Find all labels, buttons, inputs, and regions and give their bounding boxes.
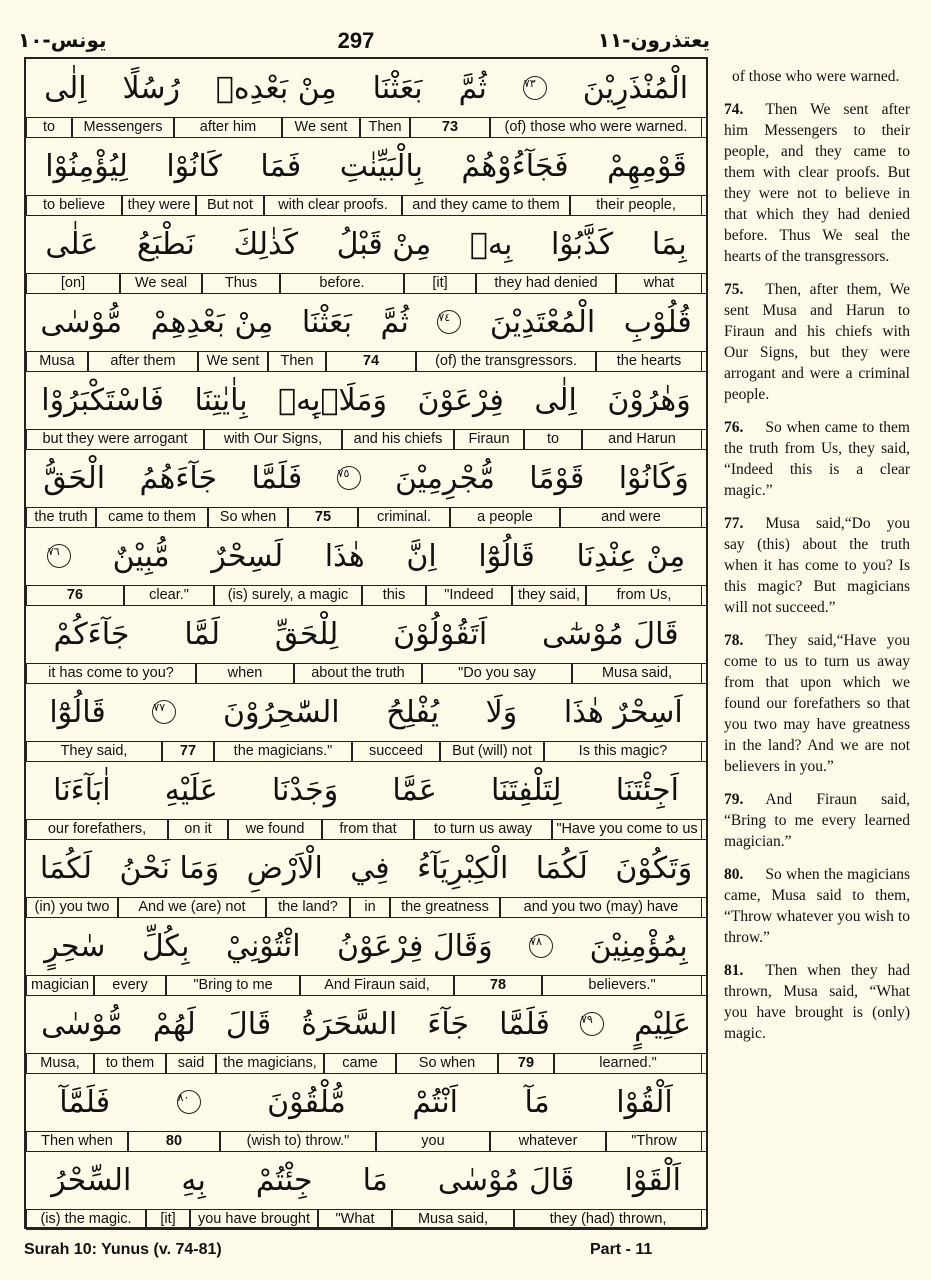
verse-end-marker: ٧٩ bbox=[580, 1012, 604, 1036]
word-translation-cell: Musa said, bbox=[392, 1210, 514, 1229]
arabic-word: بِكُلِّ bbox=[141, 928, 190, 964]
arabic-word: مَآ bbox=[524, 1084, 550, 1120]
word-translation-cell: the truth bbox=[26, 508, 96, 527]
arabic-word: مُّبِيْنٌ bbox=[112, 538, 170, 574]
arabic-word: عَمَّا bbox=[392, 772, 437, 808]
verse-end-marker: ٧٥ bbox=[337, 466, 361, 490]
arabic-line bbox=[26, 683, 706, 741]
word-translation-cell: to bbox=[524, 430, 582, 449]
word-translation-cell: magician bbox=[26, 976, 94, 995]
translation-cells bbox=[26, 897, 706, 918]
arabic-word: فَجَآءُوْهُمْ bbox=[461, 148, 569, 184]
verse-row bbox=[26, 1073, 706, 1151]
word-translation-cell: to them bbox=[94, 1054, 166, 1073]
translation-cells bbox=[26, 585, 706, 606]
word-translation-cell: our forefathers, bbox=[26, 820, 168, 839]
word-translation-cell: [on] bbox=[26, 274, 120, 293]
arabic-word: بِالْبَيِّنٰتِ bbox=[339, 148, 423, 184]
word-translation-cell: and Harun bbox=[582, 430, 702, 449]
arabic-word: فَلَمَّآ bbox=[59, 1084, 111, 1120]
word-translation-cell: (is) the magic. bbox=[26, 1210, 146, 1229]
verse-translation bbox=[724, 864, 910, 948]
verse-number: 80. bbox=[724, 866, 744, 883]
word-translation-cell: "Throw bbox=[606, 1132, 702, 1151]
arabic-word: بِمُؤْمِنِيْنَ bbox=[589, 928, 688, 964]
arabic-word: وَهٰرُوْنَ bbox=[607, 382, 691, 418]
word-translation-cell: they had denied bbox=[476, 274, 616, 293]
arabic-word: اَلْقُوْا bbox=[616, 1084, 673, 1120]
arabic-line bbox=[26, 839, 706, 897]
arabic-word: بَعَثْنَا bbox=[372, 70, 423, 106]
word-translation-cell: they (had) thrown, bbox=[514, 1210, 702, 1229]
arabic-word: لِلْحَقِّ bbox=[274, 616, 339, 652]
word-translation-cell: (of) the transgressors. bbox=[416, 352, 596, 371]
arabic-word: قَوْمِهِمْ bbox=[607, 148, 687, 184]
translation-cells bbox=[26, 1131, 706, 1152]
arabic-word: لَمَّا bbox=[184, 616, 220, 652]
arabic-line bbox=[26, 761, 706, 819]
arabic-word: جَآءَكُمْ bbox=[53, 616, 130, 652]
word-translation-cell: and they came to them bbox=[402, 196, 570, 215]
word-translation-cell: with clear proofs. bbox=[264, 196, 402, 215]
arabic-line bbox=[26, 605, 706, 663]
arabic-line bbox=[26, 137, 706, 195]
word-translation-cell: (of) those who were warned. bbox=[490, 118, 702, 137]
arabic-word: مِنْ عِنْدِنَا bbox=[576, 538, 686, 574]
word-translation-cell: Thus bbox=[202, 274, 280, 293]
word-translation-cell: Then bbox=[268, 352, 326, 371]
arabic-word: عَلٰى bbox=[45, 226, 99, 262]
arabic-word: اٰبَآءَنَا bbox=[53, 772, 111, 808]
arabic-word: الْاَرْضِ bbox=[246, 850, 323, 886]
arabic-line bbox=[26, 1151, 706, 1209]
verse-number: 78. bbox=[724, 632, 744, 649]
word-translation-cell: the hearts bbox=[596, 352, 702, 371]
word-translation-cell: 79 bbox=[498, 1054, 554, 1073]
arabic-word: اِنَّ bbox=[406, 538, 437, 574]
arabic-line bbox=[26, 527, 706, 585]
arabic-word: مَا bbox=[362, 1162, 388, 1198]
arabic-word: لَكُمَا bbox=[39, 850, 93, 886]
arabic-word: مُّوْسٰى bbox=[41, 1006, 123, 1042]
word-translation-cell: "Bring to me bbox=[166, 976, 300, 995]
verse-end-marker: ٧٤ bbox=[437, 310, 461, 334]
word-translation-cell: "Indeed bbox=[426, 586, 512, 605]
arabic-line bbox=[26, 1073, 706, 1131]
word-translation-cell: 73 bbox=[410, 118, 490, 137]
verse-text: So when came to them the truth from Us, they said, “Indeed this is a clear magic.” bbox=[724, 419, 910, 499]
arabic-word: مُّلْقُوْنَ bbox=[267, 1084, 346, 1120]
word-translation-cell: said bbox=[166, 1054, 216, 1073]
word-translation-cell: whatever bbox=[490, 1132, 606, 1151]
word-translation-cell: But (will) not bbox=[440, 742, 544, 761]
arabic-word: جَآءَهُمُ bbox=[139, 460, 218, 496]
verse-row bbox=[26, 449, 706, 527]
word-translation-cell: after them bbox=[88, 352, 198, 371]
arabic-word: لَهُمْ bbox=[152, 1006, 196, 1042]
arabic-word: ائْتُوْنِيْ bbox=[225, 928, 301, 964]
word-translation-cell: [it] bbox=[404, 274, 476, 293]
word-translation-cell: the magicians." bbox=[214, 742, 352, 761]
word-translation-cell: 77 bbox=[162, 742, 214, 761]
word-translation-cell: and his chiefs bbox=[342, 430, 454, 449]
page-number: 297 bbox=[337, 28, 375, 53]
arabic-word: مِنْ بَعْدِهٖ bbox=[215, 70, 337, 106]
word-translation-cell: and you two (may) have bbox=[500, 898, 702, 917]
verse-translation bbox=[724, 66, 910, 87]
word-translation-cell: [it] bbox=[146, 1210, 190, 1229]
verse-row bbox=[26, 839, 706, 917]
arabic-word: اَتَقُوْلُوْنَ bbox=[393, 616, 488, 652]
word-translation-cell: before. bbox=[280, 274, 404, 293]
arabic-word: لَسِحْرٌ bbox=[211, 538, 284, 574]
arabic-word: مِنْ بَعْدِهِمْ bbox=[150, 304, 274, 340]
arabic-word: قَالَ bbox=[225, 1006, 272, 1042]
arabic-word: سٰحِرٍ bbox=[44, 928, 106, 964]
arabic-line bbox=[26, 449, 706, 507]
word-translation-cell: Firaun bbox=[454, 430, 524, 449]
word-translation-cell: this bbox=[362, 586, 426, 605]
word-translation-cell: And Firaun said, bbox=[300, 976, 454, 995]
arabic-word: مُّوْسٰى bbox=[40, 304, 123, 340]
arabic-word: لِيُؤْمِنُوْا bbox=[45, 148, 128, 184]
verse-text: of those who were warned. bbox=[732, 68, 900, 85]
verse-row bbox=[26, 917, 706, 995]
arabic-word: الْحَقُّ bbox=[43, 460, 106, 496]
word-translation-cell: and were bbox=[560, 508, 702, 527]
verse-row bbox=[26, 293, 706, 371]
verse-number: 81. bbox=[724, 962, 744, 979]
arabic-word: عَلَيْهِ bbox=[164, 772, 218, 808]
word-translation-cell: a people bbox=[450, 508, 560, 527]
verse-end-marker: ٧٣ bbox=[523, 76, 547, 100]
word-translation-cell: to turn us away bbox=[414, 820, 552, 839]
verse-text: Then We sent after him Messengers to their people, and they came to them with clear proofs. But they were not to believe in that which they had denied before. Thus We seal the hearts of the transgressors. bbox=[724, 101, 910, 265]
word-translation-cell: Musa said, bbox=[572, 664, 702, 683]
word-translation-cell: succeed bbox=[352, 742, 440, 761]
verse-row bbox=[26, 137, 706, 215]
arabic-word: اَنْتُمْ bbox=[412, 1084, 459, 1120]
arabic-word: الْمُنْذَرِيْنَ bbox=[582, 70, 689, 106]
word-translation-cell: We sent bbox=[198, 352, 268, 371]
verse-number: 74. bbox=[724, 101, 744, 118]
arabic-word: وَكَانُوْا bbox=[618, 460, 689, 496]
arabic-word: السَّحَرَةُ bbox=[301, 1006, 398, 1042]
verse-translation bbox=[724, 630, 910, 777]
arabic-word: كَذَّبُوْا bbox=[550, 226, 614, 262]
word-translation-cell: it has come to you? bbox=[26, 664, 196, 683]
word-translation-cell: We sent bbox=[282, 118, 360, 137]
translation-cells bbox=[26, 507, 706, 528]
translation-cells bbox=[26, 1053, 706, 1074]
word-translation-cell: to believe bbox=[26, 196, 122, 215]
arabic-word: وَتَكُوْنَ bbox=[615, 850, 693, 886]
arabic-word: السِّحْرُ bbox=[51, 1162, 132, 1198]
word-translation-cell: in bbox=[350, 898, 390, 917]
verse-text: And Firaun said, “Bring to me every learned magician.” bbox=[724, 791, 910, 850]
verse-text: Then when they had thrown, Musa said, “What you have brought is (only) magic. bbox=[724, 962, 910, 1042]
verse-end-marker: ٧٦ bbox=[47, 544, 71, 568]
word-translation-cell: from Us, bbox=[586, 586, 702, 605]
surah-footer: Surah 10: Yunus (v. 74-81) bbox=[24, 1241, 222, 1258]
arabic-word: وَمَا نَحْنُ bbox=[119, 850, 220, 886]
verse-row bbox=[26, 605, 706, 683]
word-translation-cell: they said, bbox=[512, 586, 586, 605]
arabic-word: رُسُلًا bbox=[122, 70, 180, 106]
arabic-word: قَالَ مُوْسٰى bbox=[437, 1162, 575, 1198]
verse-translation bbox=[724, 960, 910, 1044]
arabic-word: السّٰحِرُوْنَ bbox=[222, 694, 340, 730]
translation-cells bbox=[26, 429, 706, 450]
arabic-line bbox=[26, 995, 706, 1053]
arabic-word: بَعَثْنَا bbox=[301, 304, 352, 340]
translation-cells bbox=[26, 1209, 706, 1230]
arabic-word: لَكُمَا bbox=[535, 850, 588, 886]
word-translation-cell: with Our Signs, bbox=[204, 430, 342, 449]
verse-number: 76. bbox=[724, 419, 744, 436]
arabic-word: لِتَلْفِتَنَا bbox=[490, 772, 562, 808]
word-by-word-grid bbox=[24, 57, 708, 1229]
verse-row bbox=[26, 215, 706, 293]
word-translation-cell: Musa bbox=[26, 352, 88, 371]
arabic-word: اَلْقَوْا bbox=[624, 1162, 681, 1198]
arabic-word: قَالُوْٓا bbox=[478, 538, 535, 574]
verse-text: They said,“Have you come to us to turn us away from that upon which we found our forefathers so that you two may have greatness in the land? And we are not believers in you.” bbox=[724, 632, 910, 775]
word-translation-cell: "What bbox=[318, 1210, 392, 1229]
word-translation-cell: came bbox=[324, 1054, 396, 1073]
verse-row bbox=[26, 59, 706, 137]
verse-text: Musa said,“Do you say (this) about the truth when it has come to you? Is this magic? But magicians will not succeed.” bbox=[724, 515, 910, 616]
verse-row bbox=[26, 371, 706, 449]
verse-text: So when the magicians came, Musa said to them, “Throw whatever you wish to throw.” bbox=[724, 866, 910, 946]
word-translation-cell: So when bbox=[208, 508, 288, 527]
arabic-word: جَآءَ bbox=[427, 1006, 470, 1042]
arabic-word: فَلَمَّا bbox=[499, 1006, 550, 1042]
verse-translation bbox=[724, 789, 910, 852]
word-translation-cell: 75 bbox=[288, 508, 358, 527]
verse-end-marker: ٧٧ bbox=[152, 700, 176, 724]
translation-cells bbox=[26, 975, 706, 996]
verse-end-marker: ٨٠ bbox=[177, 1090, 201, 1114]
arabic-line bbox=[26, 917, 706, 975]
verse-translation bbox=[724, 279, 910, 405]
arabic-word: الْمُعْتَدِيْنَ bbox=[489, 304, 596, 340]
word-translation-cell: "Do you say bbox=[422, 664, 572, 683]
word-translation-cell: the magicians, bbox=[216, 1054, 324, 1073]
arabic-line bbox=[26, 59, 706, 117]
word-translation-cell: after him bbox=[174, 118, 282, 137]
verse-number: 75. bbox=[724, 281, 744, 298]
word-translation-cell: criminal. bbox=[358, 508, 450, 527]
arabic-line bbox=[26, 371, 706, 429]
word-translation-cell: they were bbox=[122, 196, 196, 215]
word-translation-cell: And we (are) not bbox=[118, 898, 266, 917]
word-translation-cell: the land? bbox=[266, 898, 350, 917]
arabic-word: وَمَلَا۟ىِٕهٖ bbox=[278, 382, 387, 418]
arabic-word: بِمَا bbox=[651, 226, 687, 262]
word-translation-cell: (wish to) throw." bbox=[220, 1132, 376, 1151]
word-translation-cell: Then when bbox=[26, 1132, 128, 1151]
arabic-word: الْكِبْرِيَآءُ bbox=[417, 850, 509, 886]
arabic-word: ثُمَّ bbox=[380, 304, 409, 340]
word-translation-cell: you have brought bbox=[190, 1210, 318, 1229]
verse-row bbox=[26, 1151, 706, 1229]
word-translation-cell: Messengers bbox=[72, 118, 174, 137]
word-translation-cell: But not bbox=[196, 196, 264, 215]
word-translation-cell: but they were arrogant bbox=[26, 430, 204, 449]
word-translation-cell: on it bbox=[168, 820, 228, 839]
arabic-word: مُّجْرِمِيْنَ bbox=[394, 460, 495, 496]
arabic-word: جِئْتُمْ bbox=[255, 1162, 313, 1198]
word-translation-cell: So when bbox=[396, 1054, 498, 1073]
arabic-word: بِهٖ bbox=[469, 226, 513, 262]
translation-cells bbox=[26, 663, 706, 684]
verse-translation bbox=[724, 417, 910, 501]
word-translation-cell: 78 bbox=[454, 976, 542, 995]
word-translation-cell: Musa, bbox=[26, 1054, 94, 1073]
arabic-word: بِاٰيٰتِنَا bbox=[194, 382, 248, 418]
verse-end-marker: ٧٨ bbox=[529, 934, 553, 958]
word-translation-cell: believers." bbox=[542, 976, 702, 995]
arabic-word: قَوْمًا bbox=[529, 460, 585, 496]
word-translation-cell: They said, bbox=[26, 742, 162, 761]
word-translation-cell: we found bbox=[228, 820, 322, 839]
word-translation-cell: We seal bbox=[120, 274, 202, 293]
word-translation-cell: their people, bbox=[570, 196, 702, 215]
verse-row bbox=[26, 995, 706, 1073]
word-translation-cell: (is) surely, a magic bbox=[214, 586, 362, 605]
translation-cells bbox=[26, 273, 706, 294]
translation-cells bbox=[26, 117, 706, 138]
verse-translation bbox=[724, 99, 910, 267]
arabic-word: قَالُوْٓا bbox=[49, 694, 106, 730]
word-translation-cell: (in) you two bbox=[26, 898, 118, 917]
translation-cells bbox=[26, 351, 706, 372]
word-translation-cell: Is this magic? bbox=[544, 742, 702, 761]
arabic-word: عَلِيْمٍ bbox=[634, 1006, 691, 1042]
surah-name-arabic: يونس-١٠ bbox=[18, 28, 107, 52]
verse-row bbox=[26, 761, 706, 839]
arabic-word: اَسِحْرٌ هٰذَا bbox=[563, 694, 683, 730]
word-translation-cell: the greatness bbox=[390, 898, 500, 917]
word-translation-cell: what bbox=[616, 274, 702, 293]
arabic-word: فَاسْتَكْبَرُوْا bbox=[41, 382, 164, 418]
word-translation-cell: 76 bbox=[26, 586, 124, 605]
word-translation-cell: you bbox=[376, 1132, 490, 1151]
arabic-word: يُفْلِحُ bbox=[386, 694, 440, 730]
arabic-word: بِهِ bbox=[181, 1162, 206, 1198]
arabic-word: هٰذَا bbox=[324, 538, 365, 574]
juz-name-arabic: يعتذرون-١١ bbox=[597, 28, 710, 52]
part-footer: Part - 11 bbox=[590, 1241, 653, 1258]
arabic-word: وَلَا bbox=[485, 694, 518, 730]
arabic-word: فَلَمَّا bbox=[251, 460, 303, 496]
word-translation-cell: learned." bbox=[554, 1054, 702, 1073]
word-translation-cell: clear." bbox=[124, 586, 214, 605]
arabic-line bbox=[26, 293, 706, 351]
word-translation-cell: from that bbox=[322, 820, 414, 839]
arabic-word: اِلٰى bbox=[44, 70, 87, 106]
arabic-word: وَقَالَ فِرْعَوْنُ bbox=[337, 928, 493, 964]
word-translation-cell: 80 bbox=[128, 1132, 220, 1151]
arabic-word: اَجِئْتَنَا bbox=[615, 772, 679, 808]
translation-cells bbox=[26, 741, 706, 762]
arabic-word: وَجَدْنَا bbox=[271, 772, 339, 808]
arabic-word: فَمَا bbox=[260, 148, 302, 184]
arabic-word: كَانُوْا bbox=[166, 148, 222, 184]
translation-cells bbox=[26, 819, 706, 840]
arabic-word: فِرْعَوْنَ bbox=[417, 382, 504, 418]
arabic-word: كَذٰلِكَ bbox=[233, 226, 298, 262]
arabic-word: قُلُوْبِ bbox=[623, 304, 692, 340]
verse-number: 77. bbox=[724, 515, 744, 532]
word-translation-cell: Then bbox=[360, 118, 410, 137]
word-translation-cell: every bbox=[94, 976, 166, 995]
arabic-word: اِلٰى bbox=[534, 382, 577, 418]
word-translation-cell: to bbox=[26, 118, 72, 137]
arabic-word: ثُمَّ bbox=[458, 70, 487, 106]
verse-text: Then, after them, We sent Musa and Harun to Firaun and his chiefs with Our Signs, but they were arrogant and were a criminal people. bbox=[724, 281, 910, 403]
translation-cells bbox=[26, 195, 706, 216]
word-translation-cell: came to them bbox=[96, 508, 208, 527]
word-translation-cell: "Have you come to us bbox=[552, 820, 702, 839]
word-translation-cell: about the truth bbox=[294, 664, 422, 683]
translation-column bbox=[724, 66, 910, 1056]
verse-row bbox=[26, 527, 706, 605]
arabic-word: فِي bbox=[350, 850, 390, 886]
verse-number: 79. bbox=[724, 791, 744, 808]
verse-translation bbox=[724, 513, 910, 618]
word-translation-cell: 74 bbox=[326, 352, 416, 371]
word-translation-cell: when bbox=[196, 664, 294, 683]
verse-row bbox=[26, 683, 706, 761]
arabic-line bbox=[26, 215, 706, 273]
arabic-word: قَالَ مُوْسٰٓى bbox=[542, 616, 679, 652]
arabic-word: نَطْبَعُ bbox=[136, 226, 195, 262]
arabic-word: مِنْ قَبْلُ bbox=[336, 226, 432, 262]
